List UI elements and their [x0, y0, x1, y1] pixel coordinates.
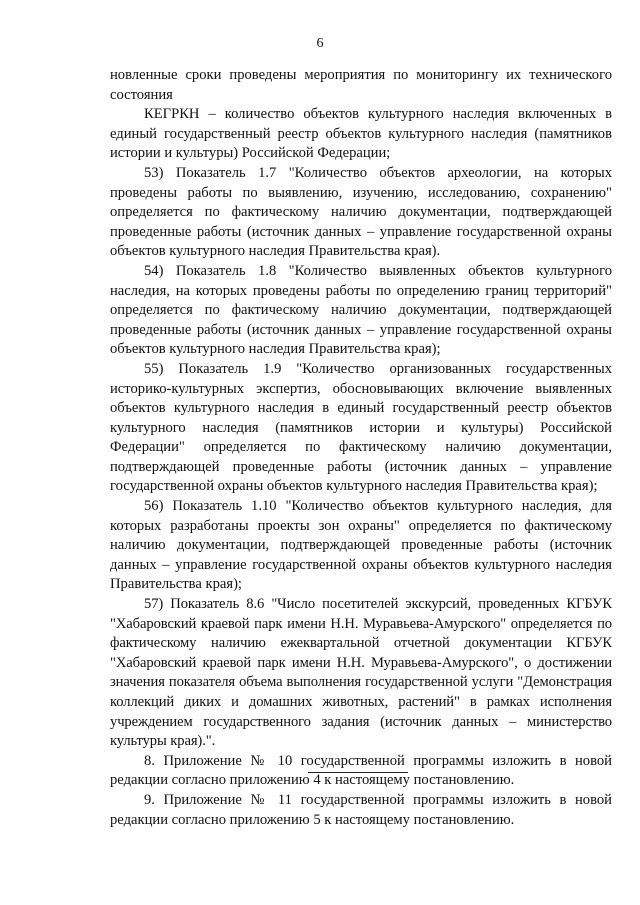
paragraph-kegrkn-definition: КЕГРКН – количество объектов культурного наследия включенных в единый государственный реестр объектов культурного наследия (памятников истории и культуры) Российской Федерации; — [110, 106, 612, 162]
separator-line — [308, 772, 408, 773]
paragraph-item-54: 54) Показатель 1.8 "Количество выявленных объектов культурного наследия, на которых проведены работы по определению границ территорий" определяется по фактическому наличию документации, подтверждающей проведенные работы (источник данных – управление государственной охраны объектов культурного наследия Правительства края); — [110, 262, 612, 358]
paragraph-item-57: 57) Показатель 8.6 "Число посетителей экскурсий, проведенных КГБУК "Хабаровский краевой парк имени Н.Н. Муравьева-Амурского" определяется по фактическому наличию ежеквартальной отчетной документации КГБУК "Хабаровский краевой парк имени Н.Н. Муравьева-Амурского", о достижении значения показателя объема выполнения государственной услуги "Демонстрация коллекций диких и домашних животных, растений" в рамках исполнения учреждением государственного задания (источник данных – министерство культуры края).". — [110, 596, 612, 750]
paragraph-item-8: 8. Приложение № 10 государственной программы изложить в новой редакции согласно приложению 4 к настоящему постановлению. — [110, 752, 612, 789]
paragraph-item-56: 56) Показатель 1.10 "Количество объектов культурного наследия, для которых разработаны проекты зон охраны" определяется по фактическому наличию документации, подтверждающей проведенные работы (источник данных – управление государственной охраны объектов культурного наследия Правительства края); — [110, 498, 612, 593]
paragraph-item-53: 53) Показатель 1.7 "Количество объектов археологии, на которых проведены работы по выявлению, изучению, исследованию, сохранению" определяется по фактическому наличию документации, подтверждающей проведенные работы (источник данных – управление государственной охраны объектов культурного наследия Правительства края). — [110, 164, 612, 260]
document-body — [110, 66, 612, 830]
paragraph-continuation: новленные сроки проведены мероприятия по мониторингу их технического состояния — [110, 67, 612, 103]
paragraph-item-55: 55) Показатель 1.9 "Количество организованных государственных историко-культурных экспертиз, обосновывающих включение выявленных объектов культурного наследия в единый государственный реестр объектов культурного наследия (памятников истории и культуры) Российской Федерации" определяется по фактическому наличию документации, подтверждающей проведенные работы (источник данных – управление государственной охраны объектов культурного наследия Правительства края); — [110, 360, 612, 495]
paragraph-item-9: 9. Приложение № 11 государственной программы изложить в новой редакции согласно приложению 5 к настоящему постановлению. — [110, 791, 612, 828]
page-number: 6 — [316, 36, 324, 51]
